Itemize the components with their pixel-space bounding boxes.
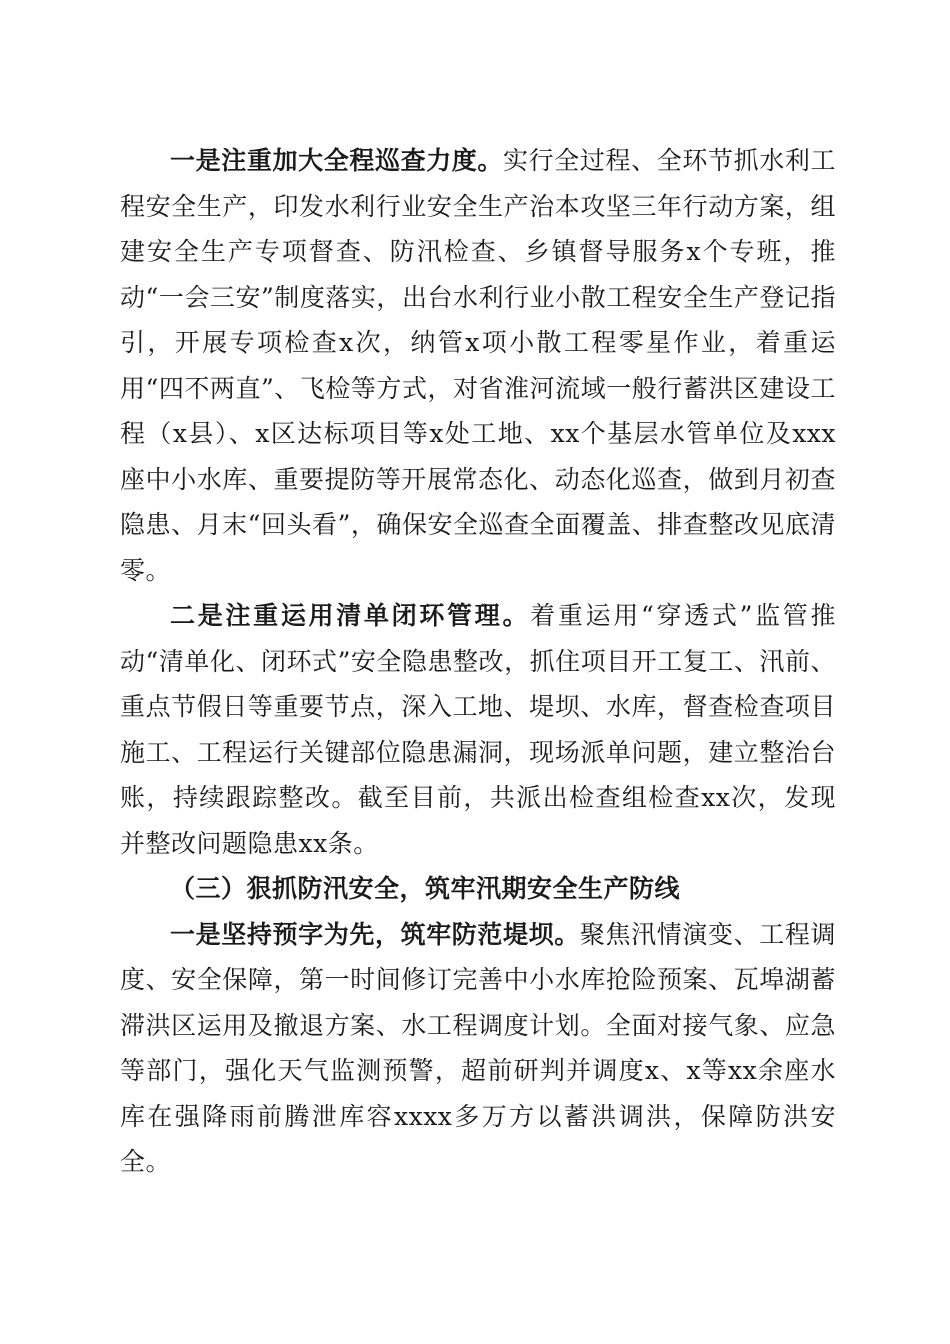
paragraph-body: 着重运用“穿透式”监管推动“清单化、闭环式”安全隐患整改，抓住项目开工复工、汛前、重点节假日等重要节点，深入工地、堤坝、水库，督查检查项目施工、工程运行关键部位隐患漏洞，现场派单问题，建立整治台账，持续跟踪整改。截至目前，共派出检查组检查xx次，发现并整改问题隐患xx条。 xyxy=(120,601,836,858)
paragraph-body: 聚焦汛情演变、工程调度、安全保障，第一时间修订完善中小水库抢险预案、瓦埠湖蓄滞洪区运用及撤退方案、水工程调度计划。全面对接气象、应急等部门，强化天气监测预警，超前研判并调度x、x等xx余座水库在强降雨前腾泄库容xxxx多万方以蓄洪调洪，保障防洪安全。 xyxy=(120,919,836,1176)
paragraph-lead: 一是坚持预字为先，筑牢防范堤坝。 xyxy=(170,919,580,949)
section-heading: （三）狠抓防汛安全，筑牢汛期安全生产防线 xyxy=(170,874,681,903)
paragraph-checklist xyxy=(120,593,836,866)
paragraph-lead: 二是注重运用清单闭环管理。 xyxy=(170,601,531,630)
paragraph-lead: 一是注重加大全程巡查力度。 xyxy=(170,146,504,175)
paragraph-inspection xyxy=(120,138,836,593)
paragraph-flood-prevention xyxy=(120,912,836,1185)
paragraph-body: 实行全过程、全环节抓水利工程安全生产，印发水利行业安全生产治本攻坚三年行动方案，组建安全生产专项督查、防汛检查、乡镇督导服务x个专班，推动“一会三安”制度落实，出台水利行业小散工程安全生产登记指引，开展专项检查x次，纳管x项小散工程零星作业，着重运用“四不两直”、飞检等方式，对省淮河流域一般行蓄洪区建设工程（x县）、x区达标项目等x处工地、xx个基层水管单位及xxx座中小水库、重要提防等开展常态化、动态化巡查，做到月初查隐患、月末“回头看”，确保安全巡查全面覆盖、排查整改见底清零。 xyxy=(120,146,836,585)
document-page xyxy=(120,138,836,1185)
